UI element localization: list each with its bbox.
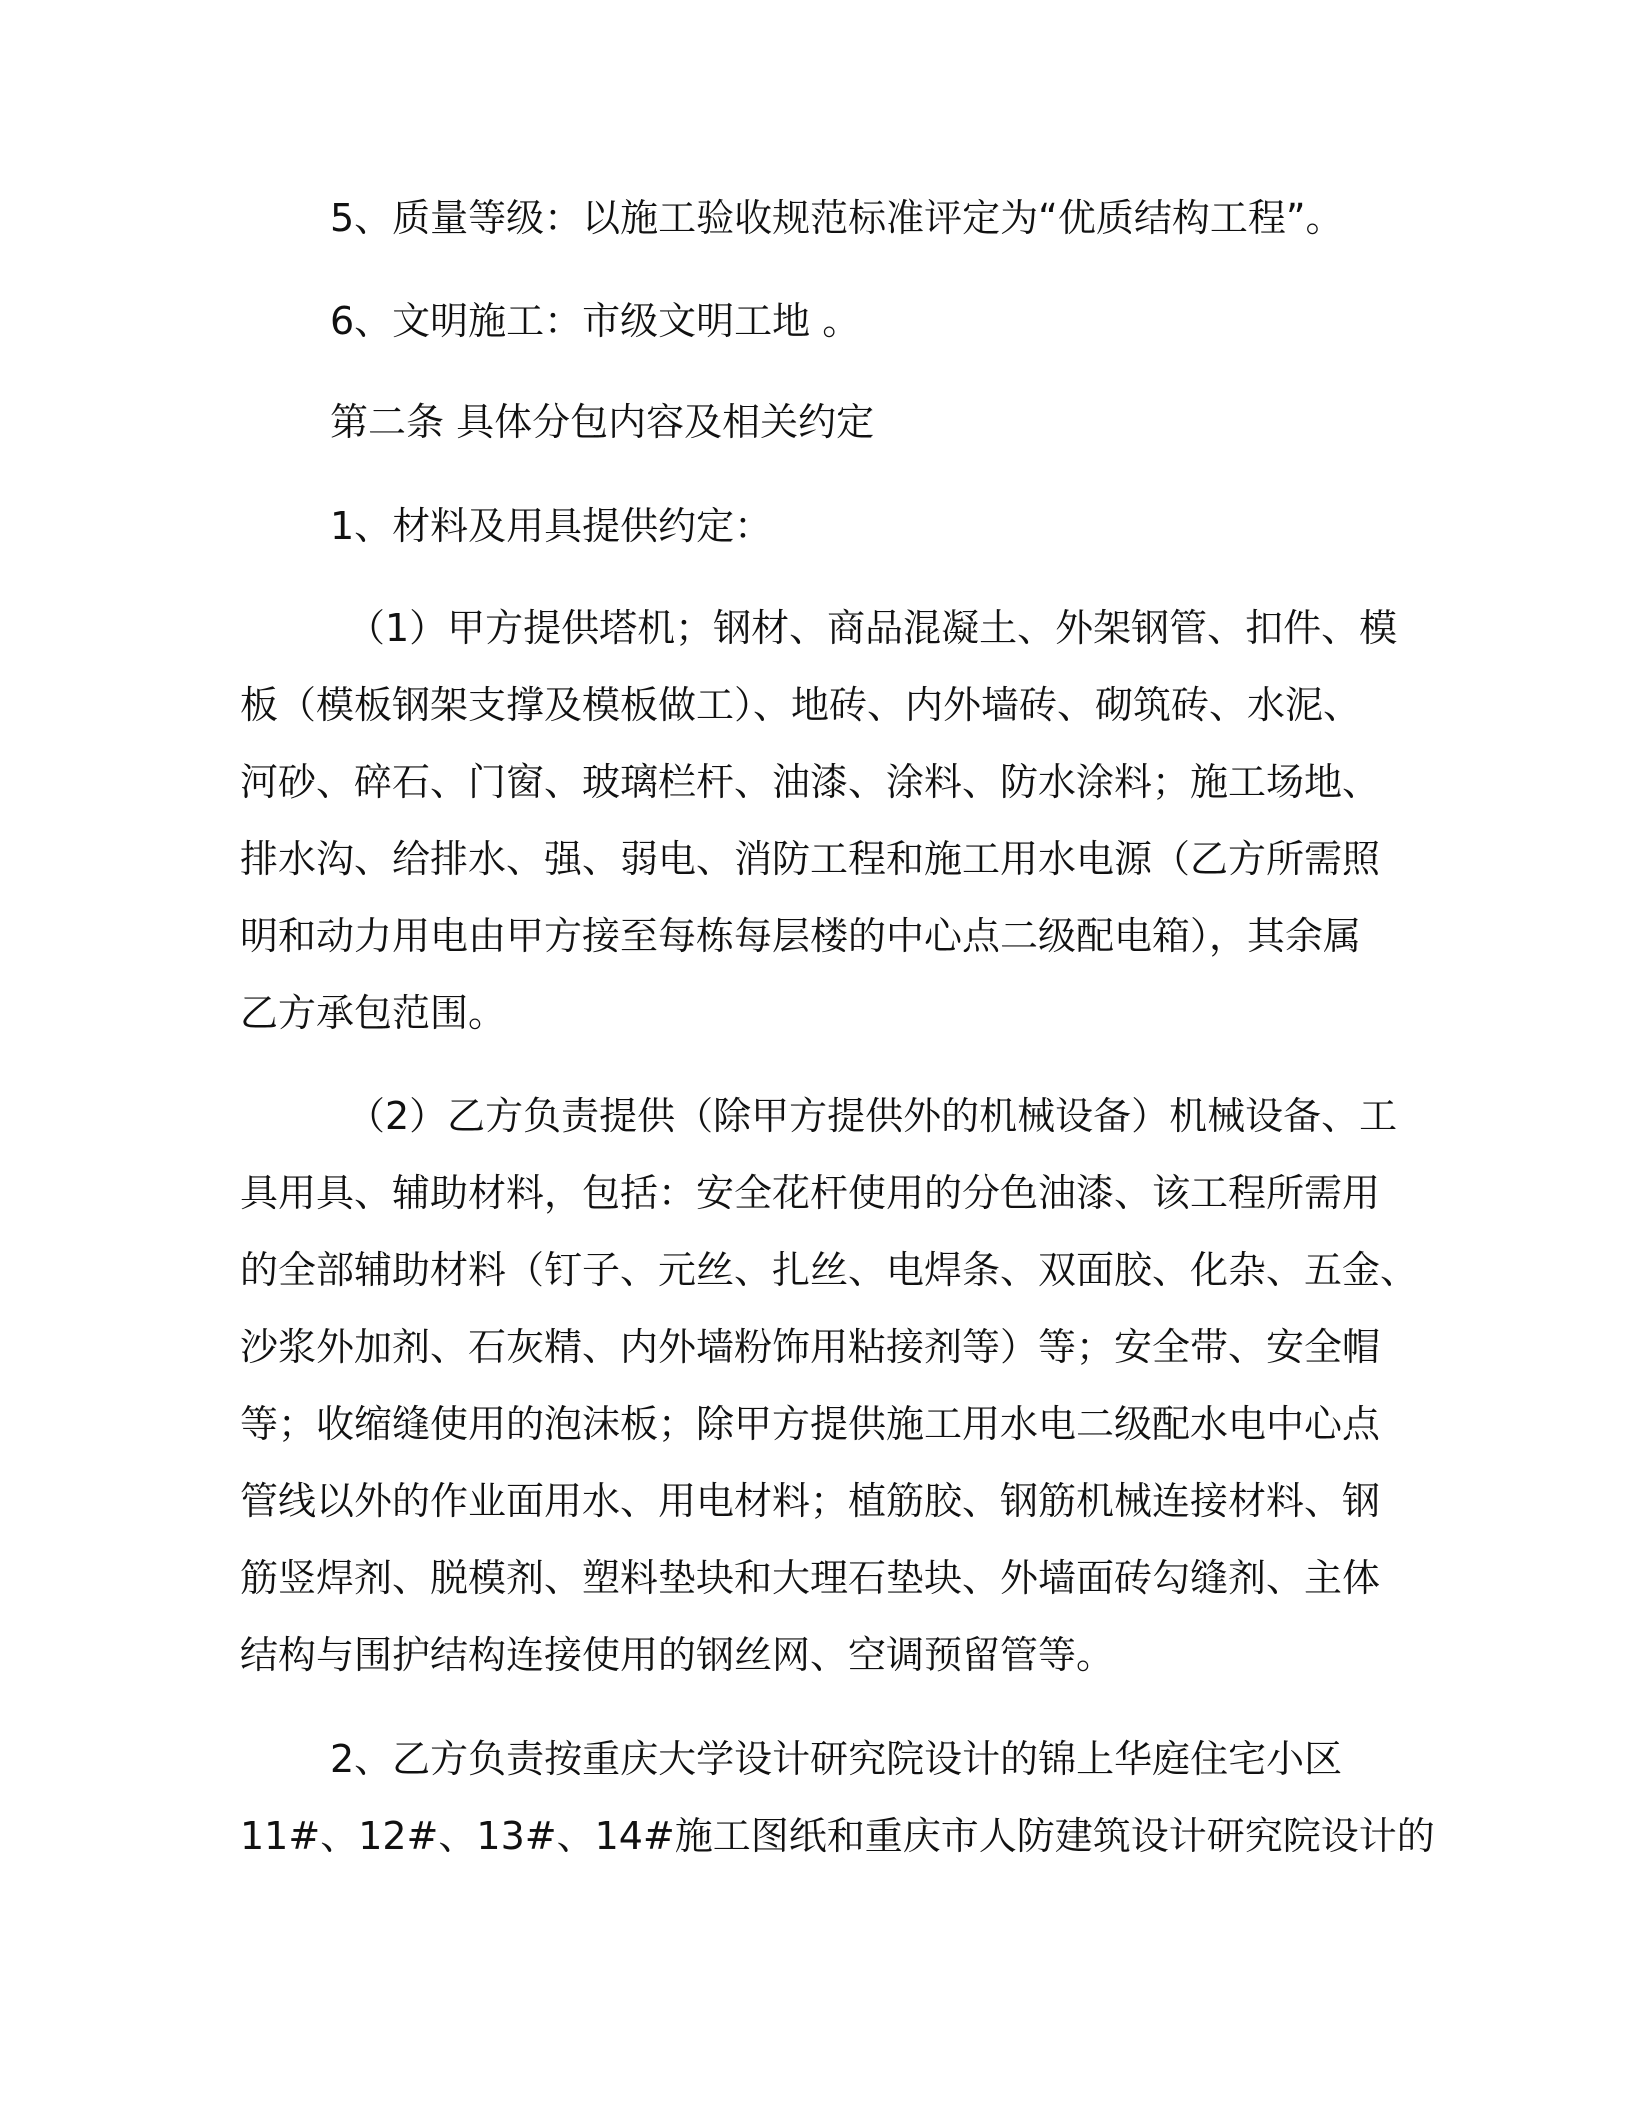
paragraph-1-line-2: 板（模板钢架支撑及模板做工）、地砖、内外墙砖、砌筑砖、水泥、 — [240, 683, 1362, 727]
paragraph-2-line-4: 沙浆外加剂、石灰精、内外墙粉饰用粘接剂等）等；安全带、安全帽 — [240, 1325, 1381, 1369]
article-two-heading: 第二条 具体分包内容及相关约定 — [330, 400, 875, 444]
clause-design-line-2: 11#、12#、13#、14#施工图纸和重庆市人防建筑设计研究院设计的 — [240, 1814, 1435, 1858]
paragraph-2-line-1: （2）乙方负责提供（除甲方提供外的机械设备）机械设备、工 — [347, 1094, 1398, 1138]
clause-quality-grade: 5、质量等级：以施工验收规范标准评定为“优质结构工程”。 — [330, 196, 1344, 240]
paragraph-2-line-5: 等；收缩缝使用的泡沫板；除甲方提供施工用水电二级配水电中心点 — [240, 1402, 1381, 1446]
paragraph-2-line-8: 结构与围护结构连接使用的钢丝网、空调预留管等。 — [240, 1633, 1115, 1677]
paragraph-2-line-6: 管线以外的作业面用水、用电材料；植筋胶、钢筋机械连接材料、钢 — [240, 1479, 1381, 1523]
paragraph-2-line-7: 筋竖焊剂、脱模剂、塑料垫块和大理石垫块、外墙面砖勾缝剂、主体 — [240, 1556, 1381, 1600]
paragraph-1-line-3: 河砂、碎石、门窗、玻璃栏杆、油漆、涂料、防水涂料；施工场地、 — [240, 760, 1381, 804]
paragraph-1-line-4: 排水沟、给排水、强、弱电、消防工程和施工用水电源（乙方所需照 — [240, 837, 1381, 881]
paragraph-2-line-2: 具用具、辅助材料，包括：安全花杆使用的分色油漆、该工程所需用 — [240, 1171, 1381, 1215]
clause-design-line-1: 2、乙方负责按重庆大学设计研究院设计的锦上华庭住宅小区 — [330, 1737, 1343, 1781]
paragraph-2-line-3: 的全部辅助材料（钉子、元丝、扎丝、电焊条、双面胶、化杂、五金、 — [240, 1248, 1419, 1292]
paragraph-1-line-1: （1）甲方提供塔机；钢材、商品混凝土、外架钢管、扣件、模 — [347, 606, 1398, 650]
clause-materials-heading: 1、材料及用具提供约定： — [330, 504, 773, 548]
clause-civilized-construction: 6、文明施工：市级文明工地 。 — [330, 299, 861, 343]
paragraph-1-line-5: 明和动力用电由甲方接至每栋每层楼的中心点二级配电箱），其余属 — [240, 914, 1362, 958]
paragraph-1-line-6: 乙方承包范围。 — [240, 991, 507, 1035]
